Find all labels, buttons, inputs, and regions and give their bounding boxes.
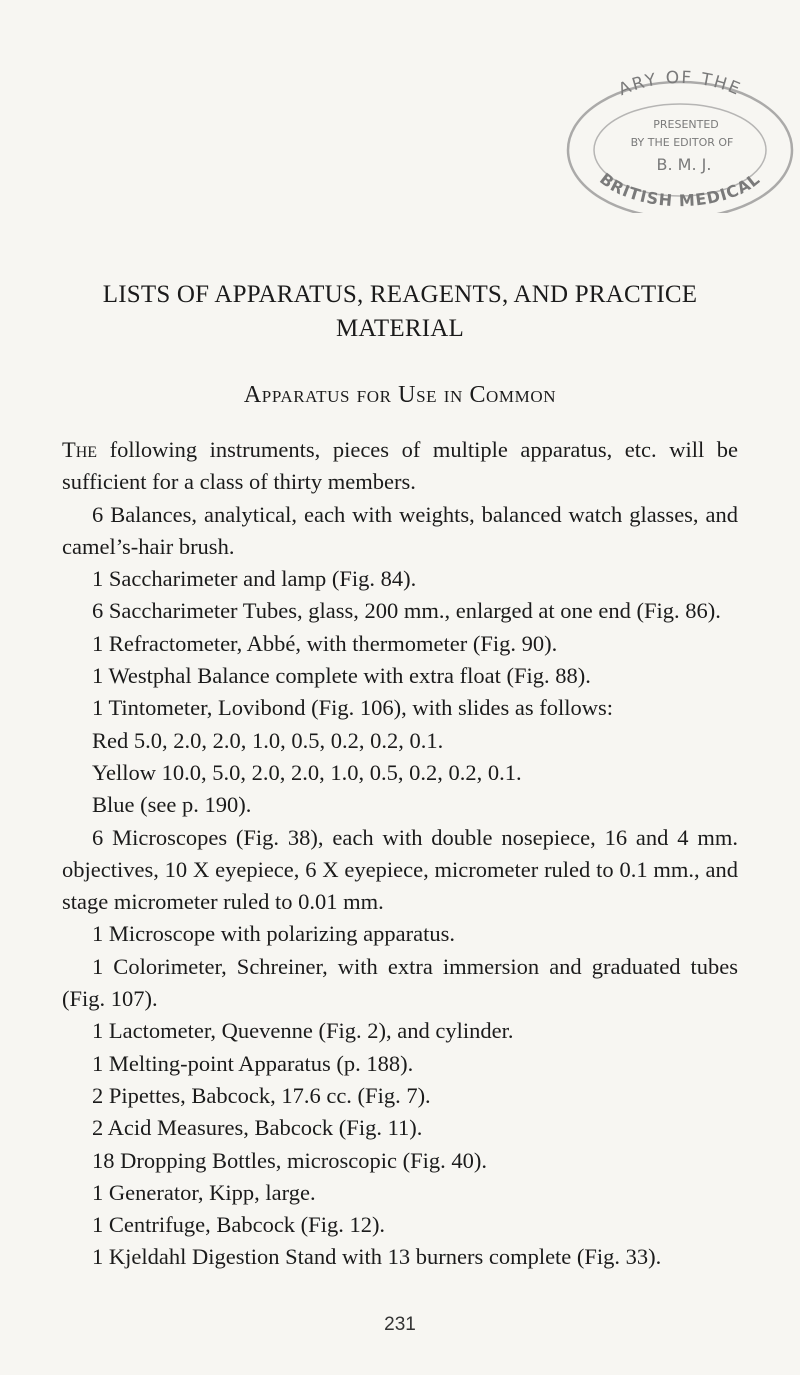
list-item: 1 Kjeldahl Digestion Stand with 13 burners complete (Fig. 33). <box>92 1244 662 1270</box>
list-item: 6 Microscopes (Fig. 38), each with double nosepiece, 16 and 4 mm. objectives, 10 X eyepiece, 6 X eyepiece, micrometer ruled to 0.1 mm., and stage micrometer ruled to 0.01 mm. <box>62 824 738 915</box>
stamp-line-3: B. M. J. <box>656 155 712 174</box>
list-item: 2 Pipettes, Babcock, 17.6 cc. (Fig. 7). <box>92 1082 431 1108</box>
stamp-top-text: ARY OF THE <box>615 67 745 101</box>
svg-text:BRITISH MEDICAL <box>596 169 764 210</box>
list-item: 1 Saccharimeter and lamp (Fig. 84). <box>92 566 417 592</box>
slide-row-yellow: Yellow 10.0, 5.0, 2.0, 2.0, 1.0, 0.5, 0.2, 0.2, 0.1. <box>92 759 522 785</box>
list-item: 1 Melting-point Apparatus (p. 188). <box>92 1050 414 1076</box>
list-item: 1 Microscope with polarizing apparatus. <box>92 921 456 947</box>
list-item: 1 Centrifuge, Babcock (Fig. 12). <box>92 1212 386 1238</box>
list-item: 18 Dropping Bottles, microscopic (Fig. 40). <box>92 1147 487 1173</box>
library-stamp <box>556 58 800 213</box>
list-item: 1 Lactometer, Quevenne (Fig. 2), and cylinder. <box>92 1018 514 1044</box>
list-item: 6 Saccharimeter Tubes, glass, 200 mm., enlarged at one end (Fig. 86). <box>92 598 721 624</box>
page-number: 231 <box>384 1314 416 1335</box>
slide-row-blue: Blue (see p. 190). <box>92 792 252 818</box>
stamp-line-2: BY THE EDITOR OF <box>630 136 734 149</box>
intro-paragraph <box>62 434 738 499</box>
section-heading: Apparatus for Use in Common <box>243 382 557 408</box>
list-item: 2 Acid Measures, Babcock (Fig. 11). <box>92 1115 423 1141</box>
page-content <box>62 278 738 1274</box>
intro-text: following instruments, pieces of multiple apparatus, etc. will be sufficient for a class of thirty members. <box>62 437 738 495</box>
list-item: 1 Colorimeter, Schreiner, with extra immersion and graduated tubes (Fig. 107). <box>62 953 738 1012</box>
list-item: 1 Generator, Kipp, large. <box>92 1179 316 1205</box>
list-item: 1 Westphal Balance complete with extra float (Fig. 88). <box>92 663 591 689</box>
list-item: 1 Refractometer, Abbé, with thermometer (Fig. 90). <box>92 630 558 656</box>
stamp-line-1: PRESENTED <box>653 118 719 131</box>
stamp-graphic <box>556 58 800 213</box>
page-title: LISTS OF APPARATUS, REAGENTS, AND PRACTICE MATERIAL <box>102 281 698 342</box>
list-item: 6 Balances, analytical, each with weights, balanced watch glasses, and camel’s-hair brush. <box>62 501 738 559</box>
slide-row-red: Red 5.0, 2.0, 2.0, 1.0, 0.5, 0.2, 0.2, 0.1. <box>92 727 444 753</box>
svg-text:ARY OF THE <box>616 68 745 100</box>
stamp-bottom-text: BRITISH MEDICAL <box>596 169 764 211</box>
list-item: 1 Tintometer, Lovibond (Fig. 106), with slides as follows: <box>92 695 613 721</box>
intro-lead: The <box>62 437 98 462</box>
apparatus-list <box>62 434 738 1274</box>
